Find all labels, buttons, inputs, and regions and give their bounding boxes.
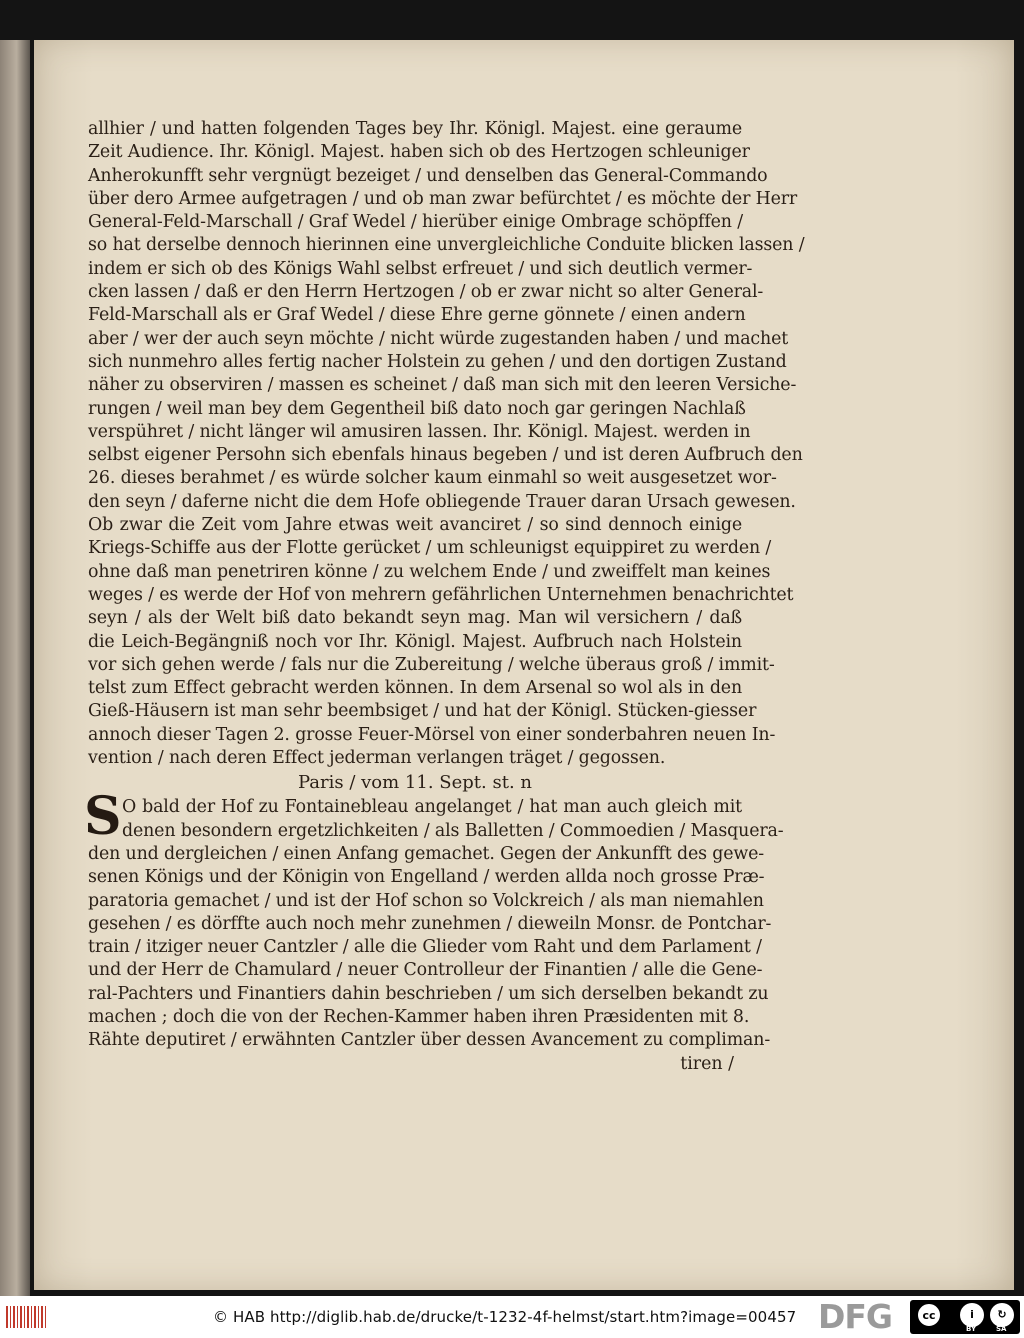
text-line: Feld-Marschall als er Graf Wedel / diese Ehre gerne gönnete / einen andern — [88, 305, 746, 326]
text-line: über dero Armee aufgetragen / und ob man zwar befürchtet / es möchte der Herr — [88, 188, 798, 209]
by-label: BY — [966, 1325, 977, 1333]
copyright-url[interactable]: © HAB http://diglib.hab.de/drucke/t-1232-4f-helmst/start.htm?image=00457 — [213, 1308, 797, 1326]
text-line: aber / wer der auch seyn möchte / nicht würde zugestanden haben / und machet — [88, 328, 789, 349]
dateline-heading: Paris / vom 11. Sept. st. n — [298, 772, 532, 794]
text-line: paratoria gemachet / und ist der Hof schon so Volckreich / als man niemahlen — [88, 890, 764, 911]
text-line: Ob zwar die Zeit vom Jahre etwas weit avanciret / so sind dennoch einige — [88, 515, 742, 536]
text-line: die Leich-Begängniß noch vor Ihr. Königl. Majest. Aufbruch nach Holstein — [88, 631, 742, 652]
text-line: 26. dieses berahmet / es würde solcher kaum einmahl so weit ausgesetzet wor- — [88, 468, 777, 489]
share-alike-icon: ↻ — [990, 1303, 1014, 1327]
text-line: General-Feld-Marschall / Graf Wedel / hierüber einige Ombrage schöpffen / — [88, 212, 743, 233]
text-line: den seyn / daferne nicht die dem Hofe obliegende Trauer daran Ursach gewesen. — [88, 491, 796, 512]
text-line: den und dergleichen / einen Anfang gemachet. Gegen der Ankunfft des gewe- — [88, 843, 764, 864]
catchword: tiren / — [680, 1053, 734, 1074]
text-line: telst zum Effect gebracht werden können. In dem Arsenal so wol als in den — [88, 678, 742, 699]
text-line: verspühret / nicht länger wil amusiren lassen. Ihr. Königl. Majest. werden in — [88, 421, 751, 442]
sa-label: SA — [996, 1325, 1007, 1333]
attribution-icon: i — [960, 1303, 984, 1327]
text-line: ohne daß man penetriren könne / zu welchem Ende / und zweiffelt man keines — [88, 561, 771, 582]
text-line: rungen / weil man bey dem Gegentheil biß dato noch gar geringen Nachlaß — [88, 398, 746, 419]
text-line: Anherokunfft sehr vergnügt bezeiget / und denselben das General-Commando — [88, 165, 768, 186]
text-line: gesehen / es dörffte auch noch mehr zunehmen / dieweiln Monsr. de Pontchar- — [88, 913, 772, 934]
text-line: weges / es werde der Hof von mehrern gefährlichen Unternehmen benachrichtet — [88, 584, 794, 605]
text-line: Rähte deputiret / erwähnten Cantzler über dessen Avancement zu compliman- — [88, 1030, 771, 1051]
text-line: selbst eigener Persohn sich ebenfals hinaus begeben / und ist deren Aufbruch den — [88, 445, 803, 466]
cc-icon: cc — [916, 1302, 942, 1328]
text-line: Kriegs-Schiffe aus der Flotte gerücket / um schleunigst equippiret zu werden / — [88, 538, 772, 559]
drop-capital: S — [84, 786, 122, 848]
text-line: annoch dieser Tagen 2. grosse Feuer-Mörsel von einer sonderbahren neuen In- — [88, 724, 776, 745]
cc-license-badge[interactable] — [910, 1300, 1020, 1334]
text-line: so hat derselbe dennoch hierinnen eine unvergleichliche Conduite blicken lassen / — [88, 235, 805, 256]
text-line: sich nunmehro alles fertig nacher Holstein zu gehen / und den dortigen Zustand — [88, 351, 787, 372]
text-line: machen ; doch die von der Rechen-Kammer haben ihren Præsidenten mit 8. — [88, 1006, 750, 1027]
text-line: ral-Pachters und Finantiers dahin beschrieben / um sich derselben bekandt zu — [88, 983, 769, 1004]
text-line: indem er sich ob des Königs Wahl selbst erfreuet / und sich deutlich vermer- — [88, 258, 753, 279]
text-line: vor sich gehen werde / fals nur die Zubereitung / welche überaus groß / immit- — [88, 654, 775, 675]
text-line: vention / nach deren Effect jederman verlangen träget / gegossen. — [88, 748, 666, 769]
text-line: näher zu observiren / massen es scheinet / daß man sich mit den leeren Versiche- — [88, 375, 797, 396]
left-page-edge — [0, 40, 30, 1296]
text-line: und der Herr de Chamulard / neuer Controlleur der Finantien / alle die Gene- — [88, 960, 763, 981]
dfg-logo: DFG — [818, 1297, 893, 1336]
text-line: denen besondern ergetzlichkeiten / als Balletten / Commoedien / Masquera- — [122, 820, 784, 841]
text-line: senen Königs und der Königin von Engelland / werden allda noch grosse Præ- — [88, 867, 765, 888]
text-line: train / itziger neuer Cantzler / alle die Glieder vom Raht und dem Parlament / — [88, 937, 762, 958]
text-line-content: O bald der Hof zu Fontainebleau angelanget / hat man auch gleich mit — [122, 797, 742, 818]
text-line: Zeit Audience. Ihr. Königl. Majest. haben sich ob des Hertzogen schleuniger — [88, 142, 750, 163]
text-block — [84, 118, 805, 1076]
text-line: Gieß-Häusern ist man sehr beembsiget / und hat der Königl. Stücken-giesser — [88, 701, 757, 722]
library-barcode-icon — [6, 1306, 46, 1328]
text-line: allhier / und hatten folgenden Tages bey Ihr. Königl. Majest. eine geraume — [88, 119, 742, 139]
footer-bar — [0, 1296, 1024, 1338]
text-line: seyn / als der Welt biß dato bekandt seyn mag. Man wil versichern / daß — [88, 608, 742, 629]
text-line: cken lassen / daß er den Herrn Hertzogen / ob er zwar nicht so alter General- — [88, 282, 764, 303]
